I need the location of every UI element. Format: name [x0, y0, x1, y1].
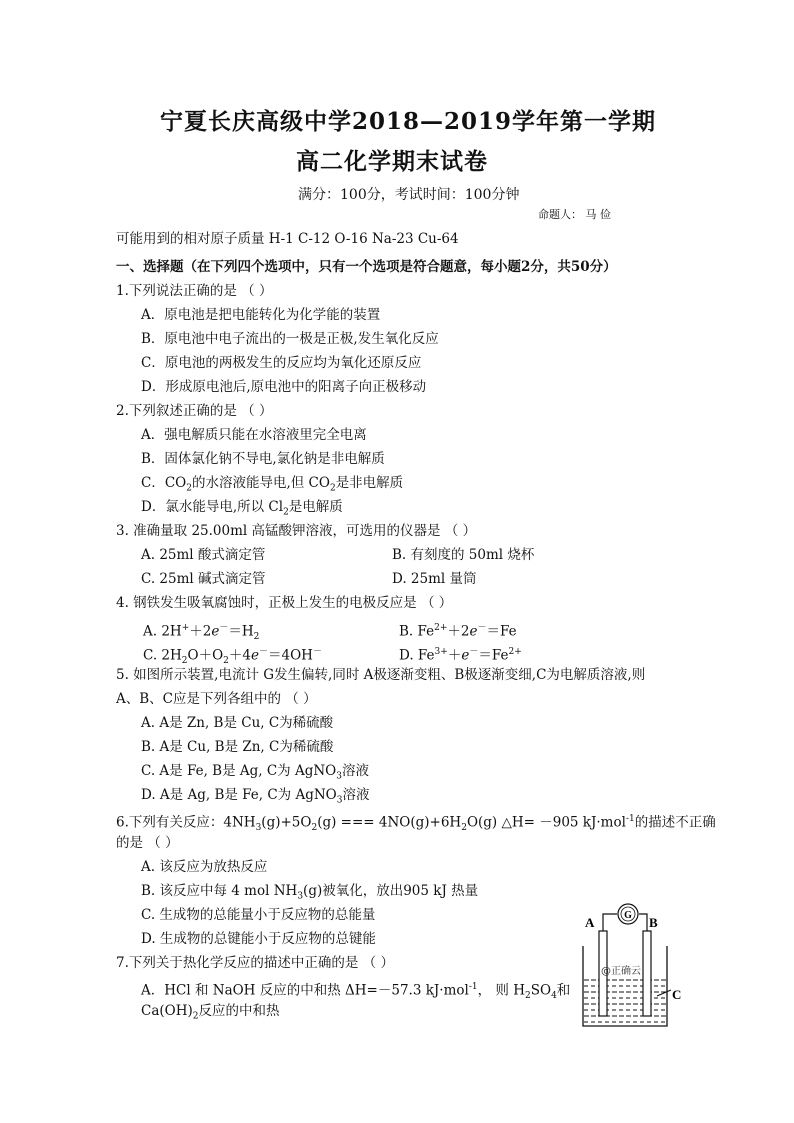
subscript: 2	[186, 483, 192, 494]
text: B. Fe	[399, 623, 435, 640]
electron-symbol: e	[211, 623, 220, 640]
subscript: 3	[336, 795, 343, 806]
text: ＋	[447, 647, 462, 664]
superscript: －	[469, 647, 479, 657]
text: 的水溶液能导电,但 CO	[191, 475, 330, 491]
text: 6.下列有关反应：4NH	[116, 814, 256, 831]
superscript: －	[477, 623, 487, 633]
superscript: -1	[625, 814, 635, 824]
text: D. Fe	[399, 647, 435, 664]
question-5-option-b: B. A是 Cu, B是 Zn, C为稀硫酸	[141, 739, 334, 755]
galvanic-cell-figure	[575, 898, 690, 1033]
text: O(g) △H= －905 kJ·mol	[466, 814, 626, 831]
question-4-option-d	[399, 643, 522, 665]
electrolyte-solution	[584, 980, 666, 1022]
page-title-line1: 宁夏长庆高级中学2018—2019学年第一学期	[160, 108, 657, 135]
question-5-stem-line1: 5. 如图所示装置,电流计 G发生偏转,同时 A极逐渐变粗、B极逐渐变细,C为电解质溶液,则	[116, 667, 646, 683]
wire-left	[603, 914, 617, 931]
score-time: 满分：100分，考试时间：100分钟	[298, 187, 520, 203]
label-g: G	[624, 910, 632, 921]
pointer-line	[657, 990, 671, 996]
superscript: －	[259, 647, 269, 657]
question-2-option-b: B．固体氯化钠不导电,氯化钠是非电解质	[141, 451, 385, 467]
page-title-line2: 高二化学期末试卷	[296, 148, 488, 175]
subscript: 2	[461, 823, 467, 834]
question-3-stem: 3. 准确量取 25.00ml 高锰酸钾溶液，可选用的仪器是 （ ）	[116, 523, 477, 539]
subscript: 3	[297, 891, 304, 902]
subscript: 2	[192, 1011, 199, 1022]
text: ， 则 H	[477, 982, 525, 999]
subscript: 2	[329, 483, 336, 494]
question-1-option-d: D．形成原电池后,原电池中的阳离子向正极移动	[141, 379, 427, 395]
section-title: 一、选择题（在下列四个选项中，只有一个选项是符合题意，每小题2分，共50分）	[116, 259, 617, 275]
text: D．氯水能导电,所以 Cl	[141, 499, 284, 515]
text: 是电解质	[288, 499, 343, 515]
question-1-option-b: B．原电池中电子流出的一极是正极,发生氧化反应	[141, 331, 439, 347]
question-1-option-a: A．原电池是把电能转化为化学能的装置	[141, 307, 381, 323]
text: O＋O	[187, 647, 224, 664]
text: ＋4	[228, 647, 251, 664]
author: 命题人： 马 俭	[538, 208, 611, 221]
electrode-b	[643, 931, 651, 1016]
superscript: +	[181, 623, 190, 633]
text: B. 该反应中每 4 mol NH	[141, 883, 298, 899]
superscript: -1	[468, 982, 478, 992]
text: 溶液	[341, 763, 369, 779]
subscript: 3	[336, 771, 342, 782]
text: 是非电解质	[335, 475, 404, 491]
subscript: 2	[181, 656, 188, 667]
question-2-option-c	[141, 474, 403, 498]
question-3-option-d: D. 25ml 量筒	[392, 571, 477, 587]
subscript: 3	[255, 823, 262, 834]
subscript: 2	[223, 656, 229, 667]
question-1-option-c: C．原电池的两极发生的反应均为氧化还原反应	[141, 355, 422, 371]
question-3-option-c: C. 25ml 碱式滴定管	[141, 571, 266, 587]
text: SO	[530, 982, 552, 999]
question-5-option-a: A. A是 Zn, B是 Cu, C为稀硫酸	[141, 715, 334, 731]
question-2-stem: 2.下列叙述正确的是 （ ）	[116, 403, 273, 419]
superscript: 3+	[434, 647, 448, 657]
question-6-option-d: D. 生成物的总键能小于反应物的总键能	[141, 931, 376, 947]
question-6-option-c: C. 生成物的总能量小于反应物的总能量	[141, 907, 376, 923]
question-3-option-b: B. 有刻度的 50ml 烧杯	[392, 547, 535, 563]
label-a: A	[585, 915, 595, 930]
text: D. A是 Ag, B是 Fe, C为 AgNO	[141, 787, 337, 803]
question-6-option-b	[141, 882, 478, 906]
electron-symbol: e	[251, 647, 259, 664]
question-5-option-d	[141, 786, 369, 810]
question-6-stem-line1	[116, 810, 716, 837]
text: ＋2	[189, 623, 212, 640]
text: A. 2H	[143, 623, 182, 640]
text: ＋2	[447, 623, 470, 640]
subscript: 2	[253, 632, 260, 643]
text: (g) === 4NO(g)+6H	[317, 814, 462, 831]
text: (g)+5O	[261, 814, 312, 831]
text: Ca(OH)	[141, 1003, 193, 1019]
text: C. 2H	[143, 647, 182, 664]
text: (g)被氧化，放出905 kJ 热量	[303, 883, 479, 899]
text: 溶液	[342, 787, 370, 803]
question-6-option-a: A. 该反应为放热反应	[141, 859, 268, 875]
question-4-stem: 4. 钢铁发生吸氧腐蚀时，正极上发生的电极反应是 （ ）	[116, 595, 453, 611]
text: 的描述不正确	[634, 814, 716, 831]
electron-symbol: e	[461, 647, 470, 664]
watermark: @正确云	[601, 966, 641, 977]
text: ＝Fe	[486, 623, 517, 640]
text: ＝4OH	[268, 647, 313, 664]
question-2-option-a: A．强电解质只能在水溶液里完全电离	[141, 427, 367, 443]
superscript: 2+	[508, 647, 522, 657]
text: A．HCl 和 NaOH 反应的中和热 ΔH=－57.3 kJ·mol	[141, 982, 469, 999]
electron-symbol: e	[469, 623, 478, 640]
label-b: B	[649, 915, 658, 930]
superscript: 2+	[434, 623, 448, 633]
question-5-stem-line2: A、B、C应是下列各组中的 （ ）	[116, 691, 317, 707]
question-2-option-d	[141, 498, 343, 522]
text: 和	[556, 982, 571, 999]
text: ＝H	[228, 623, 254, 640]
text: C. A是 Fe, B是 Ag, C为 AgNO	[141, 763, 337, 779]
atomic-masses: 可能用到的相对原子质量 H-1 C-12 O-16 Na-23 Cu-64	[116, 231, 459, 247]
text: C．CO	[141, 475, 187, 491]
subscript: 2	[283, 507, 289, 518]
question-4-option-b	[399, 619, 517, 641]
subscript: 4	[551, 991, 557, 1002]
subscript: 2	[311, 823, 318, 834]
text: ＝Fe	[478, 647, 509, 664]
text: 反应的中和热	[198, 1003, 280, 1019]
question-7-option-a-line2	[141, 1002, 280, 1026]
superscript: －	[312, 647, 322, 657]
question-5-option-c	[141, 762, 369, 786]
question-1-stem: 1.下列说法正确的是 （ ）	[116, 283, 273, 299]
wire-right	[639, 914, 647, 931]
subscript: 2	[525, 991, 531, 1002]
question-7-stem: 7.下列关于热化学反应的描述中正确的是 （ ）	[116, 955, 394, 971]
label-c: C	[672, 987, 682, 1002]
question-6-stem-line2: 的是 （ ）	[116, 835, 179, 851]
question-3-option-a: A. 25ml 酸式滴定管	[141, 547, 266, 563]
superscript: －	[219, 623, 229, 633]
